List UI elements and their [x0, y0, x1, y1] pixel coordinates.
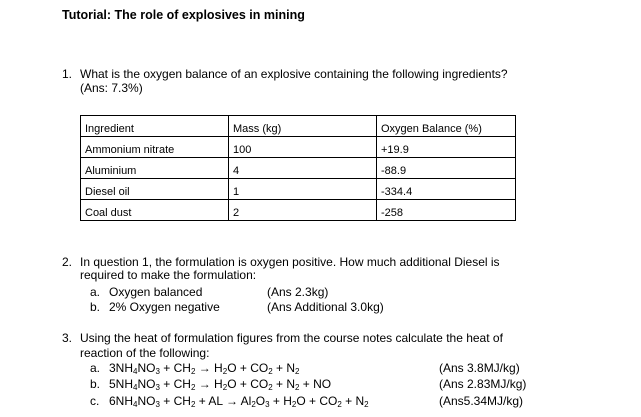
question-3c-answer: (Ans5.34MJ/kg) [439, 394, 524, 408]
cell-oxygen-balance: +19.9 [377, 137, 516, 158]
table-row [81, 179, 516, 200]
question-2a-text: Oxygen balanced [109, 285, 203, 299]
page-title: Tutorial: The role of explosives in mining [62, 8, 305, 22]
cell-mass: 2 [229, 200, 377, 221]
question-2a-answer: (Ans 2.3kg) [267, 285, 329, 299]
question-3a-answer: (Ans 3.8MJ/kg) [439, 361, 520, 375]
question-2-text-line1: In question 1, the formulation is oxygen positive. How much additional Diesel is [80, 255, 500, 269]
table-row [81, 158, 516, 179]
question-2b-answer: (Ans Additional 3.0kg) [267, 300, 384, 314]
cell-ingredient: Ammonium nitrate [81, 137, 229, 158]
cell-mass: 4 [229, 158, 377, 179]
question-1-answer: (Ans: 7.3%) [80, 81, 143, 95]
header-ingredient: Ingredient [81, 116, 229, 137]
question-3b-answer: (Ans 2.83MJ/kg) [439, 377, 527, 391]
ingredients-table [80, 115, 516, 221]
question-3c-equation: $6NH_4NO_3 + CH_2$ + AL → $Al_2O_3 + H_2O + CO_2 + N_2$ [109, 394, 369, 409]
cell-oxygen-balance: -334.4 [377, 179, 516, 200]
cell-ingredient: Diesel oil [81, 179, 229, 200]
cell-oxygen-balance: -258 [377, 200, 516, 221]
question-3b-label: b. [90, 377, 101, 391]
question-2a-label: a. [90, 285, 101, 299]
question-2-text-line2: required to make the formulation: [80, 268, 257, 282]
cell-mass: 100 [229, 137, 377, 158]
question-3-text-line1: Using the heat of formulation figures from the course notes calculate the heat of [80, 331, 503, 345]
question-3-number: 3. [62, 331, 73, 345]
header-oxygen-balance: Oxygen Balance (%) [377, 116, 516, 137]
cell-oxygen-balance: -88.9 [377, 158, 516, 179]
cell-mass: 1 [229, 179, 377, 200]
question-3a-label: a. [90, 361, 101, 375]
question-2b-text: 2% Oxygen negative [109, 300, 220, 314]
cell-ingredient: Aluminium [81, 158, 229, 179]
table-row [81, 137, 516, 158]
table-header-row [81, 116, 516, 137]
question-3c-label: c. [90, 394, 100, 408]
question-1-number: 1. [62, 67, 73, 81]
cell-ingredient: Coal dust [81, 200, 229, 221]
question-1-text: What is the oxygen balance of an explosive containing the following ingredients? [80, 67, 508, 81]
question-3a-equation: $3NH_4NO_3 + CH_2 \to H_2O + CO_2 + N_2$ [109, 361, 300, 376]
header-mass: Mass (kg) [229, 116, 377, 137]
question-2-number: 2. [62, 255, 73, 269]
question-3b-equation: $5NH_4NO_3 + CH_2 \to H_2O + CO_2 + N_2$ + NO [109, 377, 332, 392]
table-row [81, 200, 516, 221]
question-2b-label: b. [90, 300, 101, 314]
question-3-text-line2: reaction of the following: [80, 346, 210, 360]
